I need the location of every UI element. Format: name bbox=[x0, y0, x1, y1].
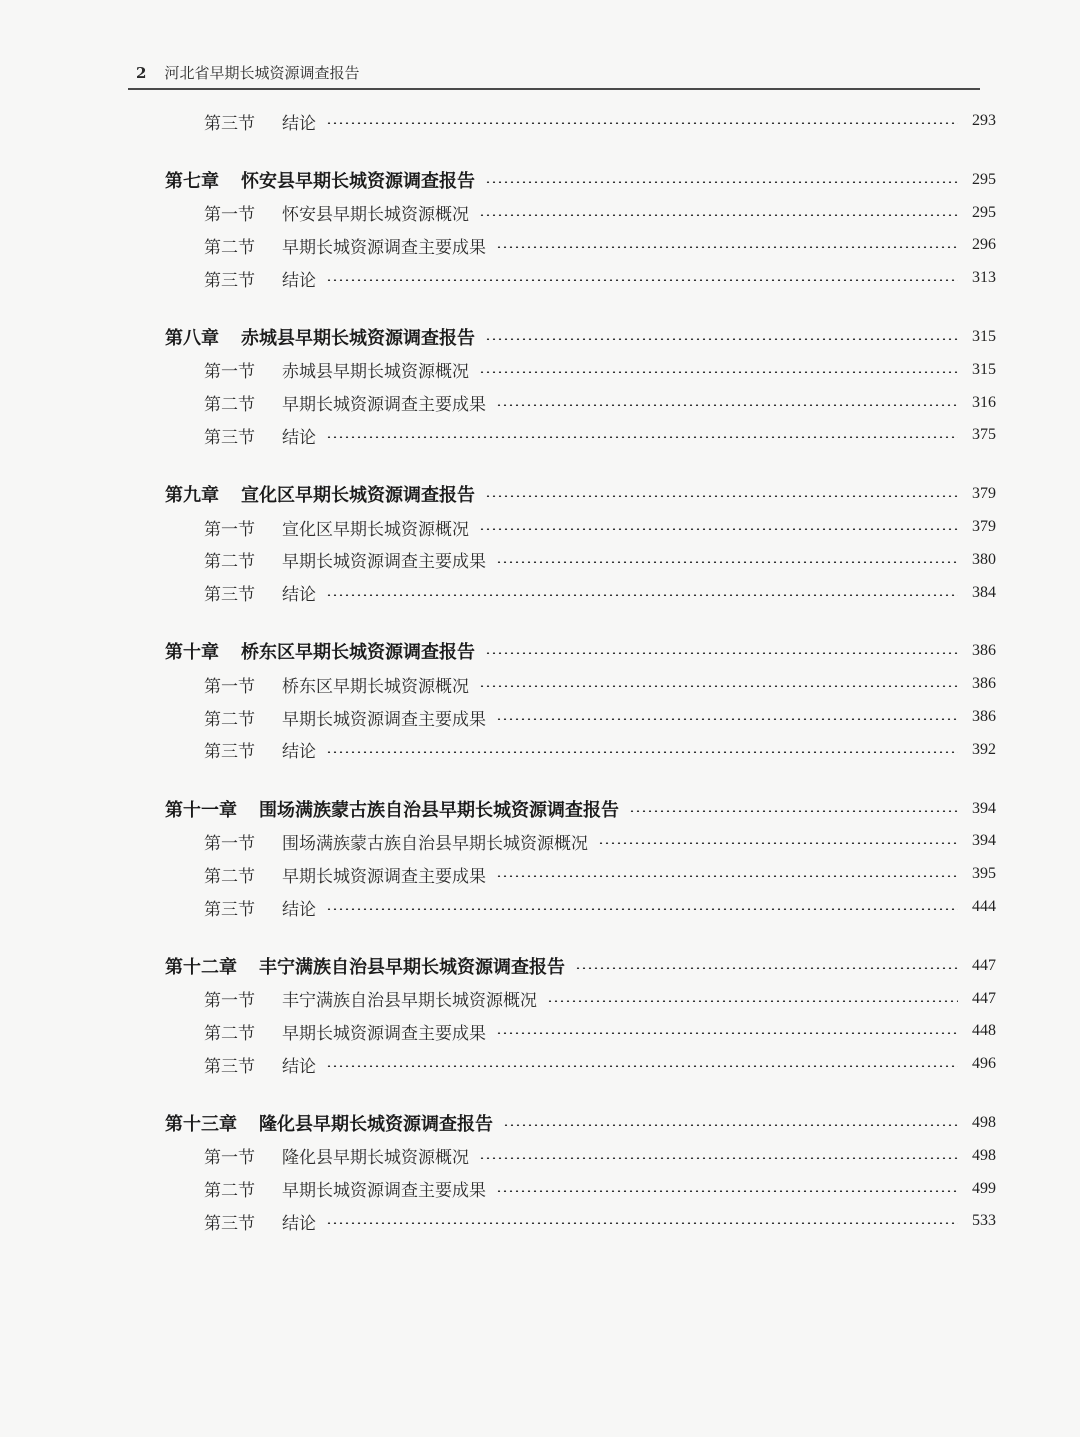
page-number: 392 bbox=[972, 740, 996, 758]
section-label: 第二节 bbox=[204, 1181, 255, 1202]
page-number: 533 bbox=[972, 1212, 996, 1230]
page-number: 394 bbox=[972, 832, 996, 850]
section-label: 第三节 bbox=[204, 1056, 255, 1077]
chapter-label: 第十章 bbox=[165, 642, 219, 664]
dot-leader bbox=[326, 1065, 958, 1067]
dot-leader bbox=[326, 594, 958, 596]
toc-chapter-row bbox=[0, 166, 1080, 194]
dot-leader bbox=[326, 908, 958, 910]
toc-chapter-row bbox=[0, 637, 1080, 665]
dot-leader bbox=[479, 214, 958, 216]
page-number: 444 bbox=[972, 898, 996, 915]
toc-section-row bbox=[0, 513, 1080, 541]
toc-chapter-row bbox=[0, 480, 1080, 508]
section-label: 第二节 bbox=[204, 866, 255, 887]
page-number: 295 bbox=[972, 203, 996, 221]
chapter-title: 宣化区早期长城资源调查报告 bbox=[241, 485, 475, 507]
dot-leader bbox=[496, 875, 958, 877]
toc-section-row bbox=[0, 579, 1080, 607]
section-label: 第三节 bbox=[204, 270, 255, 291]
page-number: 313 bbox=[972, 269, 996, 287]
section-label: 第二节 bbox=[204, 709, 255, 730]
dot-leader bbox=[485, 181, 958, 183]
section-title: 结论 bbox=[282, 742, 316, 763]
section-label: 第三节 bbox=[204, 742, 255, 763]
section-title: 结论 bbox=[282, 270, 316, 291]
dot-leader bbox=[479, 528, 958, 530]
dot-leader bbox=[326, 122, 958, 124]
page-number: 293 bbox=[972, 112, 996, 129]
toc-section-row bbox=[0, 985, 1080, 1013]
toc-section-row bbox=[0, 199, 1080, 227]
toc-section-row bbox=[0, 264, 1080, 292]
dot-leader bbox=[575, 967, 958, 969]
page-number: 315 bbox=[972, 360, 996, 378]
page-number: 447 bbox=[972, 989, 996, 1007]
section-label: 第三节 bbox=[204, 1213, 255, 1234]
section-title: 早期长城资源调查主要成果 bbox=[282, 1181, 486, 1202]
dot-leader bbox=[547, 1000, 958, 1002]
section-title: 结论 bbox=[282, 585, 316, 606]
page-number: 394 bbox=[972, 799, 996, 817]
dot-leader bbox=[326, 436, 958, 438]
page-number: 386 bbox=[972, 642, 996, 660]
page-number: 496 bbox=[972, 1055, 996, 1073]
section-label: 第二节 bbox=[204, 237, 255, 258]
toc-section-row bbox=[0, 827, 1080, 855]
chapter-title: 桥东区早期长城资源调查报告 bbox=[241, 642, 475, 664]
section-label: 第三节 bbox=[204, 427, 255, 448]
chapter-title: 围场满族蒙古族自治县早期长城资源调查报告 bbox=[259, 799, 619, 821]
dot-leader bbox=[496, 718, 958, 720]
section-label: 第一节 bbox=[204, 362, 255, 383]
section-label: 第二节 bbox=[204, 395, 255, 416]
dot-leader bbox=[496, 561, 958, 563]
chapter-label: 第八章 bbox=[165, 328, 219, 349]
chapter-label: 第九章 bbox=[165, 485, 219, 507]
toc-chapter-row bbox=[0, 795, 1080, 823]
section-title: 早期长城资源调查主要成果 bbox=[282, 866, 486, 887]
chapter-label: 第十三章 bbox=[165, 1114, 237, 1135]
page-number: 386 bbox=[972, 675, 996, 693]
section-title: 桥东区早期长城资源概况 bbox=[282, 676, 469, 697]
dot-leader bbox=[503, 1124, 958, 1126]
section-label: 第三节 bbox=[204, 585, 255, 606]
page-number: 379 bbox=[972, 485, 996, 503]
toc-section-row bbox=[0, 1050, 1080, 1078]
chapter-title: 赤城县早期长城资源调查报告 bbox=[241, 328, 475, 349]
page-number: 498 bbox=[972, 1146, 996, 1164]
section-title: 怀安县早期长城资源概况 bbox=[282, 205, 469, 226]
toc-section-row bbox=[0, 356, 1080, 384]
section-title: 围场满族蒙古族自治县早期长城资源概况 bbox=[282, 833, 588, 854]
page-number: 379 bbox=[972, 518, 996, 535]
section-label: 第二节 bbox=[204, 1023, 255, 1044]
section-label: 第三节 bbox=[204, 899, 255, 920]
section-label: 第一节 bbox=[204, 676, 255, 697]
page-number: 375 bbox=[972, 426, 996, 444]
section-title: 结论 bbox=[282, 1056, 316, 1077]
running-head bbox=[136, 62, 359, 83]
toc-section-row bbox=[0, 860, 1080, 888]
section-title: 早期长城资源调查主要成果 bbox=[282, 552, 486, 573]
toc-section-row bbox=[0, 703, 1080, 731]
dot-leader bbox=[496, 1032, 958, 1034]
page-number: 498 bbox=[972, 1114, 996, 1131]
dot-leader bbox=[326, 279, 958, 281]
dot-leader bbox=[485, 338, 958, 340]
section-title: 结论 bbox=[282, 427, 316, 448]
page-number: 315 bbox=[972, 328, 996, 345]
section-label: 第一节 bbox=[204, 519, 255, 540]
toc-chapter-row bbox=[0, 323, 1080, 351]
section-label: 第一节 bbox=[204, 1148, 255, 1169]
toc-section-row bbox=[0, 231, 1080, 259]
page-number: 448 bbox=[972, 1022, 996, 1040]
section-label: 第一节 bbox=[204, 205, 255, 226]
page-number: 380 bbox=[972, 550, 996, 568]
page-number: 384 bbox=[972, 583, 996, 601]
toc-section-row bbox=[0, 1142, 1080, 1170]
toc-section-row bbox=[0, 389, 1080, 417]
dot-leader bbox=[496, 1190, 958, 1192]
chapter-title: 隆化县早期长城资源调查报告 bbox=[259, 1114, 493, 1135]
dot-leader bbox=[479, 1157, 958, 1159]
section-title: 结论 bbox=[282, 1213, 316, 1234]
section-title: 早期长城资源调查主要成果 bbox=[282, 395, 486, 416]
page-number: 447 bbox=[972, 956, 996, 974]
section-label: 第一节 bbox=[204, 833, 255, 854]
header-rule bbox=[128, 88, 980, 90]
dot-leader bbox=[485, 652, 958, 654]
section-title: 隆化县早期长城资源概况 bbox=[282, 1148, 469, 1169]
toc-section-row bbox=[0, 893, 1080, 921]
section-title: 宣化区早期长城资源概况 bbox=[282, 519, 469, 540]
dot-leader bbox=[479, 685, 958, 687]
toc-section-row bbox=[0, 421, 1080, 449]
toc-section-row bbox=[0, 1207, 1080, 1235]
toc-section-row bbox=[0, 1017, 1080, 1045]
chapter-label: 第七章 bbox=[165, 170, 219, 192]
toc-chapter-row bbox=[0, 952, 1080, 980]
dot-leader bbox=[485, 495, 958, 497]
toc-section-row bbox=[0, 1175, 1080, 1203]
page-number: 386 bbox=[972, 708, 996, 725]
dot-leader bbox=[496, 246, 958, 248]
section-title: 早期长城资源调查主要成果 bbox=[282, 709, 486, 730]
section-label: 第二节 bbox=[204, 552, 255, 573]
page-number: 295 bbox=[972, 170, 996, 188]
section-title: 早期长城资源调查主要成果 bbox=[282, 237, 486, 258]
page-number: 316 bbox=[972, 393, 996, 411]
page-number: 499 bbox=[972, 1179, 996, 1197]
dot-leader bbox=[479, 371, 958, 373]
section-title: 结论 bbox=[282, 899, 316, 920]
chapter-title: 怀安县早期长城资源调查报告 bbox=[241, 170, 475, 192]
toc-section-row bbox=[0, 107, 1080, 135]
page-number: 395 bbox=[972, 865, 996, 883]
section-label: 第一节 bbox=[204, 991, 255, 1012]
section-title: 结论 bbox=[282, 113, 316, 134]
chapter-label: 第十二章 bbox=[165, 956, 237, 978]
page-number: 296 bbox=[972, 236, 996, 254]
dot-leader bbox=[496, 404, 958, 406]
dot-leader bbox=[629, 810, 958, 812]
toc-chapter-row bbox=[0, 1109, 1080, 1137]
section-title: 早期长城资源调查主要成果 bbox=[282, 1023, 486, 1044]
toc-section-row bbox=[0, 736, 1080, 764]
toc-section-row bbox=[0, 546, 1080, 574]
running-head-book-title: 河北省早期长城资源调查报告 bbox=[164, 64, 360, 82]
dot-leader bbox=[598, 842, 958, 844]
toc-section-row bbox=[0, 670, 1080, 698]
dot-leader bbox=[326, 1222, 958, 1224]
section-title: 丰宁满族自治县早期长城资源概况 bbox=[282, 991, 537, 1012]
section-title: 赤城县早期长城资源概况 bbox=[282, 362, 469, 383]
section-label: 第三节 bbox=[204, 113, 255, 134]
chapter-label: 第十一章 bbox=[165, 799, 237, 821]
chapter-title: 丰宁满族自治县早期长城资源调查报告 bbox=[259, 956, 565, 978]
running-head-page-number: 2 bbox=[136, 64, 147, 82]
dot-leader bbox=[326, 751, 958, 753]
